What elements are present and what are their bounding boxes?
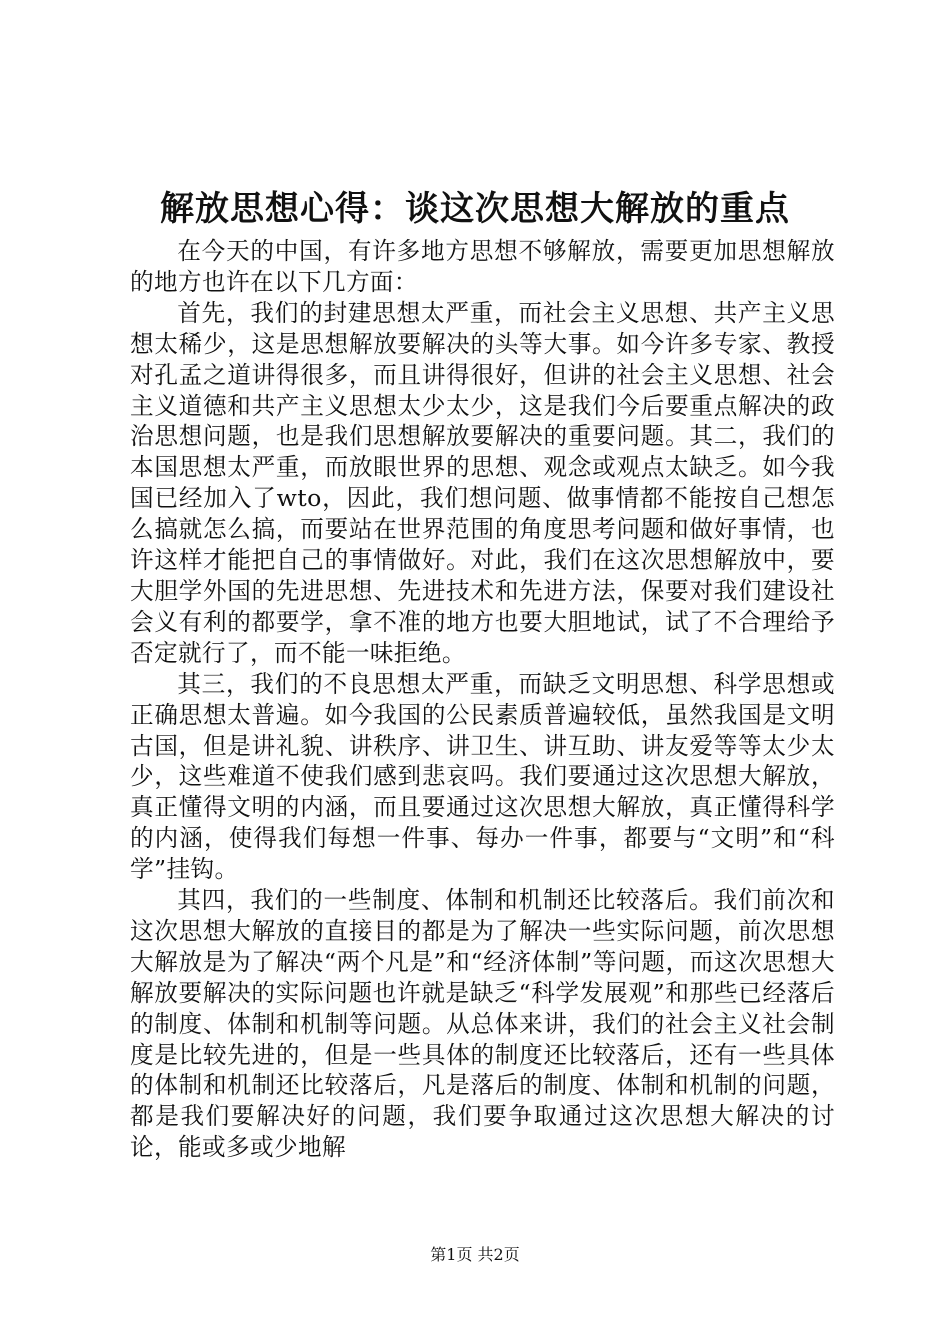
paragraph-fourth: 其四，我们的一些制度、体制和机制还比较落后。我们前次和这次思想大解放的直接目的都是为了解决一些实际问题，前次思想大解放是为了解决“两个凡是”和“经济体制”等问题，而这次思想大解放要解决的实际问题也许就是缺乏“科学发展观”和那些已经落后的制度、体制和机制等问题。从总体来讲，我们的社会主义社会制度是比较先进的，但是一些具体的制度还比较落后，还有一些具体的体制和机制还比较落后，凡是落后的制度、体制和机制的问题，都是我们要解决好的问题，我们要争取通过这次思想大解决的讨论，能或多或少地解	[130, 886, 835, 1162]
paragraph-first: 首先，我们的封建思想太严重，而社会主义思想、共产主义思想太稀少，这是思想解放要解决的头等大事。如今许多专家、教授对孔孟之道讲得很多，而且讲得很好，但讲的社会主义思想、社会主义道德和共产主义思想太少太少，这是我们今后要重点解决的政治思想问题，也是我们思想解放要解决的重要问题。其二，我们的本国思想太严重，而放眼世界的思想、观念或观点太缺乏。如今我国已经加入了wto，因此，我们想问题、做事情都不能按自己想怎么搞就怎么搞，而要站在世界范围的角度思考问题和做好事情，也许这样才能把自己的事情做好。对此，我们在这次思想解放中，要大胆学外国的先进思想、先进技术和先进方法，保要对我们建设社会义有利的都要学，拿不准的地方也要大胆地试，试了不合理给予否定就行了，而不能一味拒绝。	[130, 298, 835, 667]
document-title: 解放思想心得：谈这次思想大解放的重点	[160, 189, 790, 229]
page-footer: 第1页 共2页	[430, 1245, 520, 1264]
document-body	[130, 236, 835, 1163]
paragraph-intro: 在今天的中国，有许多地方思想不够解放，需要更加思想解放的地方也许在以下几方面：	[130, 237, 835, 296]
paragraph-third: 其三，我们的不良思想太严重，而缺乏文明思想、科学思想或正确思想太普遍。如今我国的公民素质普遍较低，虽然我国是文明古国，但是讲礼貌、讲秩序、讲卫生、讲互助、讲友爱等等太少太少，这些难道不使我们感到悲哀吗。我们要通过这次思想大解放，真正懂得文明的内涵，而且要通过这次思想大解放，真正懂得科学的内涵，使得我们每想一件事、每办一件事，都要与“文明”和“科学”挂钩。	[130, 669, 835, 884]
